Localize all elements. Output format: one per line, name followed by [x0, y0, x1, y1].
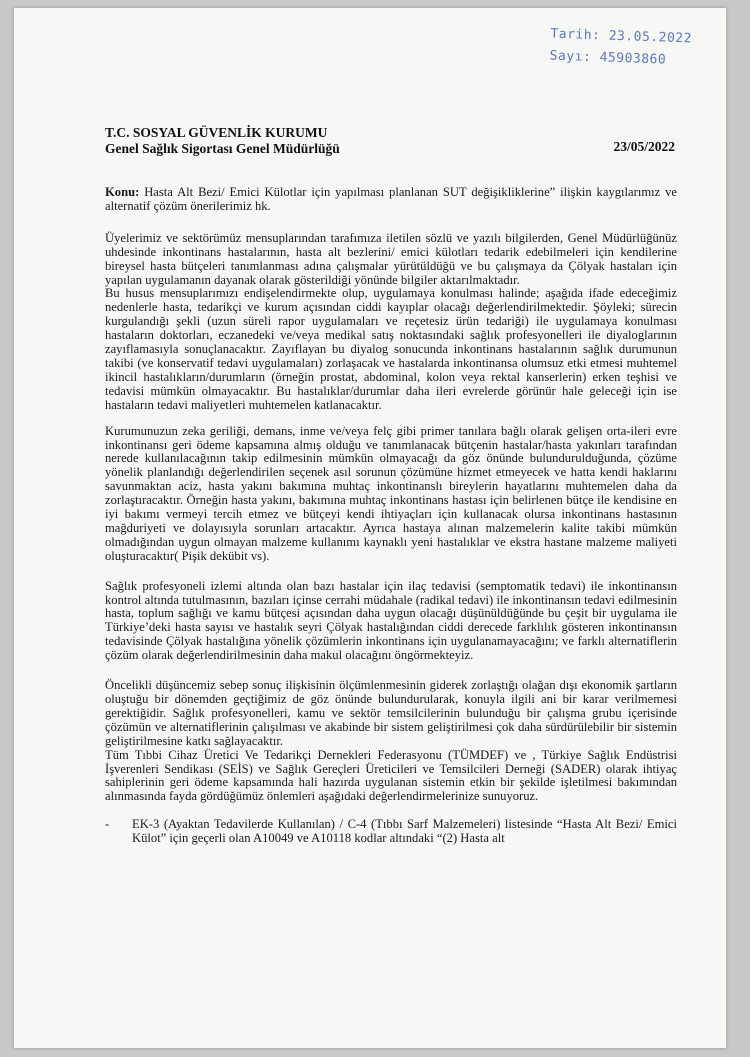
list-item-text: EK-3 (Ayaktan Tedavilerde Kullanılan) / C-4 (Tıbbı Sarf Malzemeleri) listesinde “Hasta Alt Bezi/ Emici Külot” için geçerli olan A10049 ve A10118 kodlar altındaki “(2) Hasta alt [132, 817, 677, 846]
paragraph-5: Öncelikli düşüncemiz sebep sonuç ilişkisinin ölçümlenmesinin giderek zorlaştığı olağan dışı ekonomik şartların oluştuğu bir dönemden geçtiğimiz de göz önünde bulundurularak, konuyla ilgili ani bir karar verilmemesi gerektiğidir. Sağlık profesyonelleri, kamu ve sektör temsilcilerinin bulunduğu bir çalışma grubu içerisinde çözümün ve alternatiflerinin çalışılması ve akabinde bir sistem geliştirilmesi çok daha sürdürülebilir bir sistemin geliştirilmesine katkı sağlayacaktır. [105, 678, 677, 748]
stamp-number: Sayı: 45903860 [549, 48, 667, 68]
org-name: T.C. SOSYAL GÜVENLİK KURUMU [105, 125, 328, 140]
subject-line [105, 186, 677, 214]
stamp-date: Tarih: 23.05.2022 [550, 26, 693, 47]
paragraph-2: Bu husus mensuplarımızı endişelendirmekte olup, uygulamaya konulması halinde; aşağıda ifade edeceğimiz nedenlerle hasta, tedarikçi ve kurum açısından ciddi kayıplar olacağı değerlendirilmektedir. Şöyleki; sürecin kurgulandığı şekli (uzun süreli rapor uygulamaları ve reçetesiz ürün tedariği) ile uygulamaya konulması hastaların doktorları, eczanedeki ve/veya medikal satış noktasındaki sağlık profesyonelleri ile diyaloglarının zayıflamasıyla sonuçlanacaktır. Zayıflayan bu diyalog sonucunda inkontinans hastalarının sağlık durumunun takibi (ve konservatif tedavi uygulamaları) zorlaşacak ve hastalarda inkontinansa olumsuz etki etmesi muhtemel ikincil hastalıkların/durumların (örneğin prostat, abdominal, kolon veya rektal kanserlerin) erken teşhisi ve tedavisi mümkün olmayacaktır. Bu hastalıklar/durumlar daha ileri evrelerde görünür hale geleceği için ise hastaların tedavi maliyetleri muhtemelen katlanacaktır. [105, 286, 677, 412]
paragraph-4: Sağlık profesyoneli izlemi altında olan bazı hastalar için ilaç tedavisi (semptomatik tedavi) ile inkontinansın kontrol altında tutulmasının, bazıları içinse cerrahi müdahale (radikal tedavi) ile inkontinansın tedavi edilmesinin hasta, toplum sağlığı ve kamu bütçesi açısından daha uygun olacağı düşünüldüğünde bu çeşit bir uygulama ile Türkiye’deki hasta sayısı ve hastalık seyri Çölyak hastalığından ciddi derecede farklılık gösteren inkontinansın tedavisinde Çölyak hastalığına yönelik çözümlerin inkontinans için uygulanamayacağını; ve farklı alternatiflerin çözüm olarak değerlendirilmesinin daha makul olacağını öngörmekteyiz. [105, 578, 677, 663]
paragraph-1: Üyelerimiz ve sektörümüz mensuplarından tarafımıza iletilen sözlü ve yazılı bilgilerden, Genel Müdürlüğünüz uhdesinde inkontinans hastalarının, hasta alt bezlerini/ emici külotları tedarik edebilmeleri için kendilerine bireysel hasta bütçeleri tanımlanması adına çalışmalar yürütüldüğü ve bu çalışmaya da Çölyak hastaları için yapılan uygulamanın dayanak olarak gösterildiği yönünde bilgiler aktarılmaktadır. [105, 230, 677, 287]
document-page [14, 8, 726, 1048]
letter-date: 23/05/2022 [613, 139, 675, 154]
list-bullet: - [105, 817, 110, 832]
subject-text: Hasta Alt Bezi/ Emici Külotlar için yapılması planlanan SUT değişikliklerine” ilişkin kaygılarımız ve alternatif çözüm önerilerimiz hk. [105, 185, 677, 213]
letter-body [105, 186, 677, 846]
org-department: Genel Sağlık Sigortası Genel Müdürlüğü [105, 141, 340, 156]
list-item [105, 818, 677, 846]
subject-label: Konu: [105, 185, 140, 199]
paragraph-3: Kurumunuzun zeka geriliği, demans, inme ve/veya felç gibi primer tanılara bağlı olarak gelişen orta-ileri evre inkontinansı geri ödeme kapsamına almış olduğu ve tanımlanacak bütçenin hastalar/hasta yakınları tarafından nerede kullanılacağının takip edilmesinin mümkün olmayacağı da göz önünde bulundurulduğunda, çözüme yönelik planlandığı değerlendirilen seçenek asıl sorunun çözümüne hizmet etmeyecek ve hatta kendi haklarını savunmaktan aciz, hasta yakını bakımına muhtaç inkontinanslı bireylerin hayatlarını muhtemelen daha da zorlaştıracaktır. Örneğin hasta yakını, bakımına muhtaç inkontinans hastası için belirlenen bütçe ile kendisine en iyi bakımı vermeyi tercih etmez ve bütçeyi kendi ihtiyaçları için kullanacak olursa inkontinans hastasının mağduriyeti ve dolayısıyla sorunları artacaktır. Ayrıca hastaya alınan malzemelerin kalite takibi mümkün olmadığından uygun olmayan malzeme kullanımı kaynaklı yeni hastalıklar ve ekstra hastane malzeme maliyeti oluşturacaktır( Pişik dekübit vs). [105, 423, 677, 563]
letter-header [105, 125, 675, 157]
paragraph-6: Tüm Tıbbi Cihaz Üretici Ve Tedarikçi Dernekleri Federasyonu (TÜMDEF) ve , Türkiye Sağlık Endüstrisi İşverenleri Sendikası (SEİS) ve Sağlık Gereçleri Üreticileri ve Temsilcileri Derneği (SADER) olarak ihtiyaç sahiplerinin geri ödeme kapsamında hali hazırda uygulanan sistemin etkin bir şekilde işletilmesi bakımından alınmasında fayda gördüğümüz önlemleri aşağıdaki değerlendirmelerinize sunuyoruz. [105, 747, 677, 804]
handwritten-stamp [550, 24, 693, 73]
